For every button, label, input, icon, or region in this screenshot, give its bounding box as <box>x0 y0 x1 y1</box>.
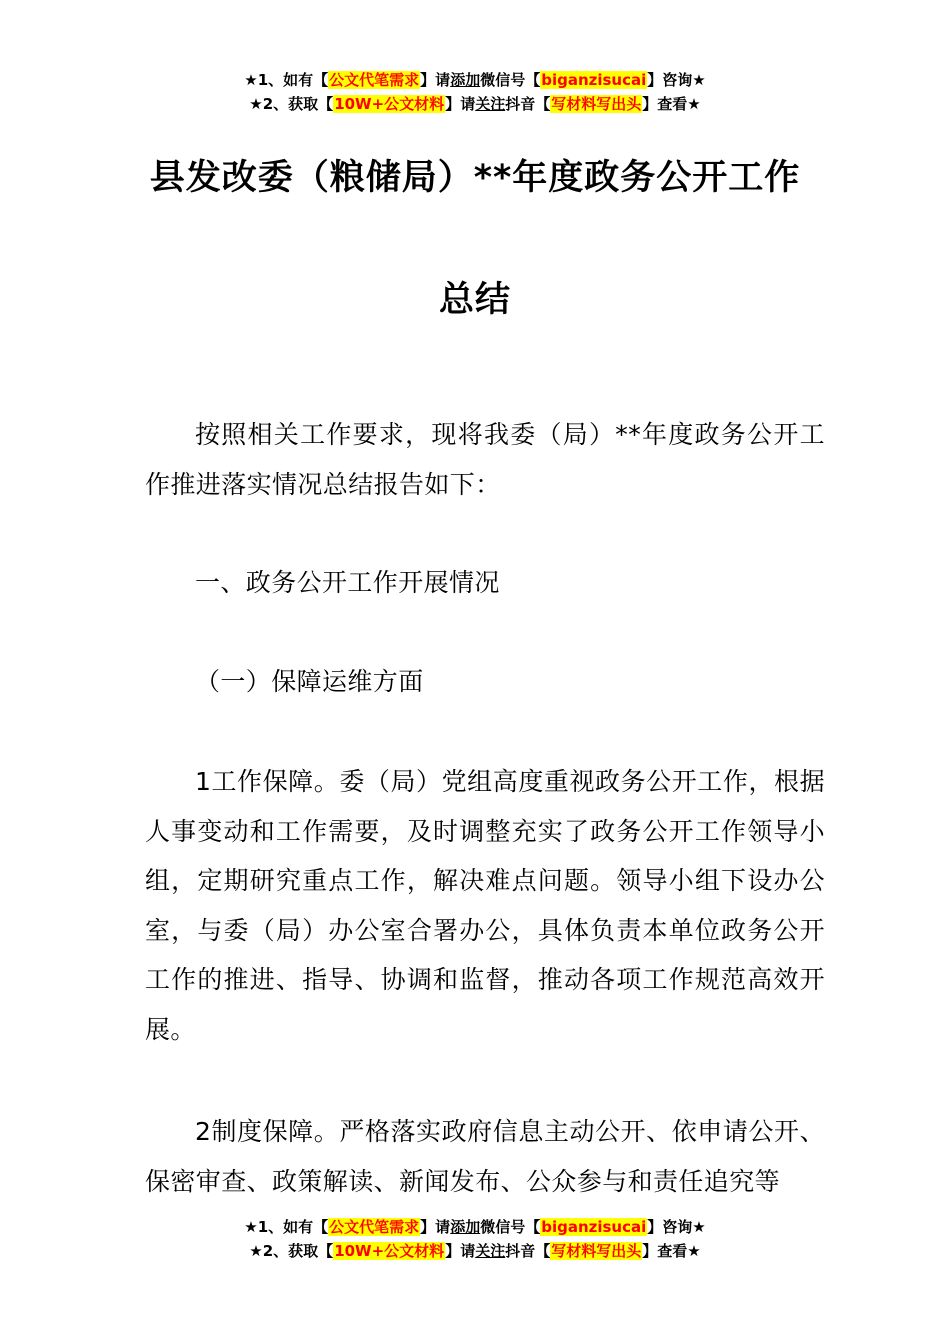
banner-highlight: 写材料写出头 <box>551 95 642 113</box>
bottom-banner <box>0 1215 950 1263</box>
banner-highlight: 公文代笔需求 <box>329 71 420 89</box>
banner-highlight: 10W+公文材料 <box>334 95 445 113</box>
body-paragraph-work-guarantee: 1工作保障。委（局）党组高度重视政务公开工作，根据人事变动和工作需要，及时调整充实了政务公开工作领导小组，定期研究重点工作，解决难点问题。领导小组下设办公室，与委（局）办公室合署办公，具体负责本单位政务公开工作的推进、指导、协调和监督，推动各项工作规范高效开展。 <box>145 767 825 1044</box>
banner-highlight: 公文代笔需求 <box>329 1218 420 1236</box>
banner-highlight: biganzisucai <box>541 71 647 89</box>
banner-highlight: 写材料写出头 <box>551 1242 642 1260</box>
document-title-line-2: 总结 <box>438 280 511 320</box>
document-title-line-1: 县发改委（粮储局）**年度政务公开工作 <box>149 158 801 198</box>
banner-highlight: 10W+公文材料 <box>334 1242 445 1260</box>
subsection-heading: （一）保障运维方面 <box>195 667 424 696</box>
section-heading: 一、政务公开工作开展情况 <box>195 568 500 597</box>
banner-line-1: ★1、如有【公文代笔需求】请添加微信号【biganzisucai】咨询★ <box>244 1218 706 1236</box>
body-paragraph-system-guarantee: 2制度保障。严格落实政府信息主动公开、依申请公开、保密审查、政策解读、新闻发布、公众参与和责任追究等 <box>145 1117 825 1196</box>
intro-paragraph: 按照相关工作要求，现将我委（局）**年度政务公开工作推进落实情况总结报告如下： <box>145 420 825 499</box>
top-banner <box>0 68 950 116</box>
banner-line-2: ★2、获取【10W+公文材料】请关注抖音【写材料写出头】查看★ <box>249 1242 701 1260</box>
banner-line-2: ★2、获取【10W+公文材料】请关注抖音【写材料写出头】查看★ <box>249 95 701 113</box>
banner-highlight: biganzisucai <box>541 1218 647 1236</box>
banner-line-1: ★1、如有【公文代笔需求】请添加微信号【biganzisucai】咨询★ <box>244 71 706 89</box>
